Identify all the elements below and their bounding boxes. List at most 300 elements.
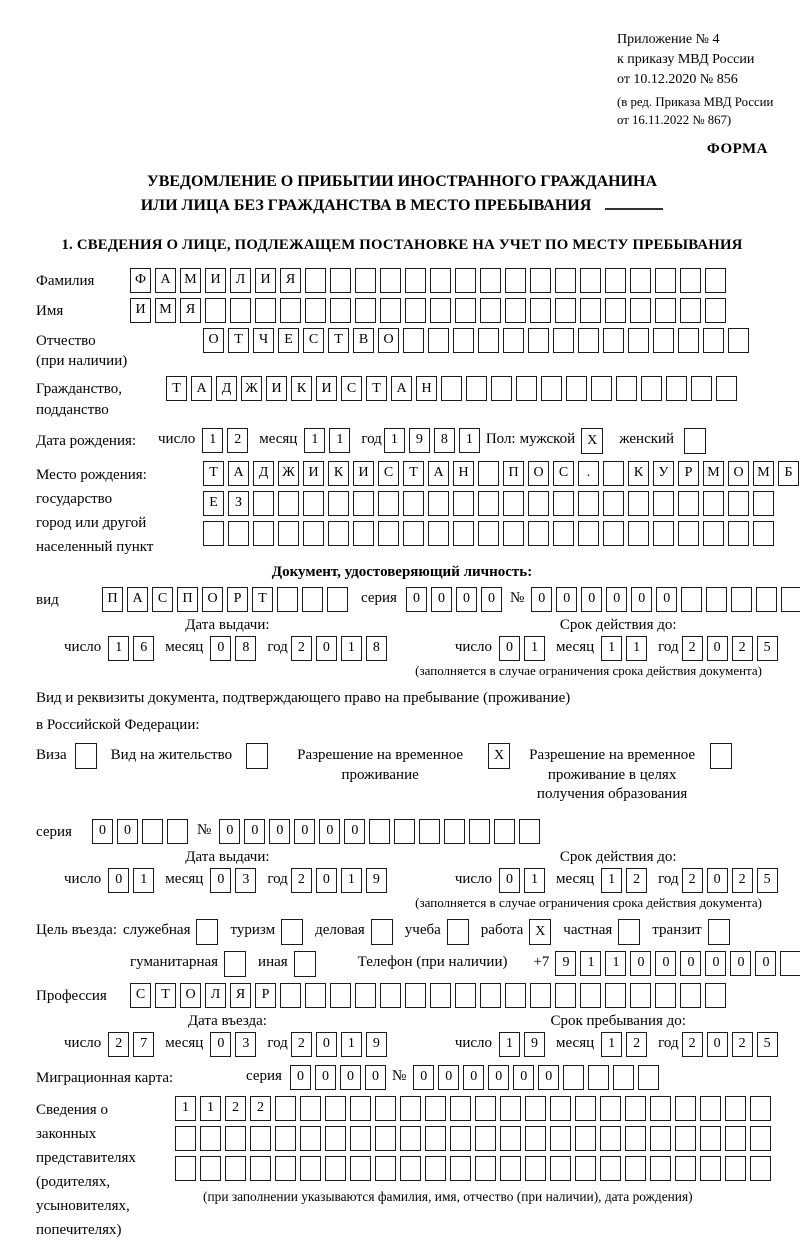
form-cell: 1 (626, 636, 647, 661)
amendment-line: (в ред. Приказа МВД России (617, 94, 774, 109)
form-cell: И (130, 298, 151, 323)
birth-place-line3-cells (203, 521, 778, 546)
patronymic-label-line2: (при наличии) (36, 353, 128, 370)
form-cell: А (391, 376, 412, 401)
profession-cells (130, 983, 730, 1008)
form-cell: 0 (92, 819, 113, 844)
form-cell: А (191, 376, 212, 401)
form-cell: С (378, 461, 399, 486)
form-cell (450, 1126, 471, 1151)
entry-day-cells (108, 1032, 158, 1057)
form-cell: 0 (294, 819, 315, 844)
form-title (36, 170, 768, 216)
form-cell: 2 (291, 1032, 312, 1057)
field-representatives (36, 1096, 768, 1242)
form-cell (500, 1126, 521, 1151)
form-cell (528, 328, 549, 353)
day-label: число (454, 870, 493, 887)
form-cell (550, 1096, 571, 1121)
form-cell (703, 521, 724, 546)
purpose-humanitarian-label: гуманитарная (130, 953, 219, 970)
form-cell: А (127, 587, 148, 612)
form-cell (650, 1096, 671, 1121)
form-cell (441, 376, 462, 401)
form-cell (175, 1126, 196, 1151)
form-cell (328, 491, 349, 516)
form-cell (575, 1156, 596, 1181)
form-cell: 0 (344, 819, 365, 844)
form-cell (603, 461, 624, 486)
purpose-work-checkbox: X (529, 919, 551, 945)
form-cell: 0 (680, 951, 701, 976)
form-cell (444, 819, 465, 844)
sex-female-checkbox (684, 428, 706, 454)
form-cell: 0 (406, 587, 427, 612)
form-cell (300, 1126, 321, 1151)
form-cell (453, 491, 474, 516)
form-cell: 5 (757, 636, 778, 661)
form-cell (530, 298, 551, 323)
form-cell: 0 (705, 951, 726, 976)
form-cell: 0 (755, 951, 776, 976)
doc-expiry-day-cells (499, 636, 549, 661)
form-cell (528, 521, 549, 546)
residence-issue-day-cells (108, 868, 158, 893)
form-cell (253, 521, 274, 546)
form-cell: О (203, 328, 224, 353)
form-cell (530, 983, 551, 1008)
form-cell (616, 376, 637, 401)
form-cell: 1 (202, 428, 223, 453)
form-cell: 0 (656, 587, 677, 612)
option-temporary-residence-education (524, 743, 732, 805)
purpose-official-label: служебная (122, 921, 191, 938)
form-cell: 1 (384, 428, 405, 453)
field-profession (36, 983, 768, 1008)
doc-expiry-month-cells (601, 636, 651, 661)
birth-place-line2-cells (203, 491, 778, 516)
form-cell (503, 491, 524, 516)
form-cell: Я (180, 298, 201, 323)
option-temporary-residence-label: Разрешение на временное проживание (297, 747, 464, 783)
day-label: число (64, 1034, 102, 1051)
form-cell: 2 (626, 868, 647, 893)
migration-number-label: № (391, 1067, 407, 1084)
birth-day-cells (202, 428, 252, 453)
day-label: число (454, 1034, 493, 1051)
form-cell: 0 (316, 868, 337, 893)
entry-date-col (64, 1013, 391, 1057)
form-cell (650, 1156, 671, 1181)
form-cell: И (353, 461, 374, 486)
form-cell (400, 1096, 421, 1121)
form-cell: Р (255, 983, 276, 1008)
phone-label: Телефон (при наличии) (357, 953, 508, 970)
purpose-private-checkbox (618, 919, 640, 945)
form-cell (302, 587, 323, 612)
form-cell (280, 983, 301, 1008)
representatives-label-line: усыновителях, (36, 1197, 130, 1214)
residence-expiry-heading: Срок действия до: (559, 848, 677, 865)
form-cell: 0 (707, 636, 728, 661)
residence-issue-heading: Дата выдачи: (185, 848, 270, 865)
residence-issue-month-cells (210, 868, 260, 893)
entry-dates (36, 1012, 771, 1057)
year-label: год (267, 1034, 288, 1051)
form-cell: К (291, 376, 312, 401)
form-cell: 0 (315, 1065, 336, 1090)
birth-month-cells (304, 428, 354, 453)
form-cell: 0 (269, 819, 290, 844)
form-cell (355, 298, 376, 323)
year-label: год (658, 870, 679, 887)
purpose-other-label: иная (258, 953, 288, 970)
form-cell (700, 1156, 721, 1181)
doc-issue-heading: Дата выдачи: (185, 616, 270, 633)
form-cell (750, 1156, 771, 1181)
form-cell: 0 (210, 636, 231, 661)
form-cell (203, 521, 224, 546)
form-cell (469, 819, 490, 844)
form-cell: 1 (499, 1032, 520, 1057)
residence-doc-options (36, 743, 768, 805)
form-cell: 1 (601, 868, 622, 893)
form-cell (605, 268, 626, 293)
representatives-label-line: Сведения о (36, 1101, 108, 1118)
form-cell: Л (205, 983, 226, 1008)
form-cell: Т (228, 328, 249, 353)
form-cell (580, 268, 601, 293)
form-cell (691, 376, 712, 401)
field-patronymic (36, 328, 768, 372)
year-label: год (658, 1034, 679, 1051)
form-cell (369, 819, 390, 844)
doc-expiry-year-cells (682, 636, 782, 661)
residence-expiry-month-cells (601, 868, 651, 893)
option-residence-permit-label: Вид на жительство (110, 747, 233, 764)
form-cell (725, 1096, 746, 1121)
form-cell (505, 298, 526, 323)
form-cell: О (728, 461, 749, 486)
form-cell (325, 1096, 346, 1121)
form-cell (475, 1096, 496, 1121)
form-cell (325, 1156, 346, 1181)
residence-expiry-col (455, 849, 782, 893)
form-cell (303, 521, 324, 546)
form-cell (705, 983, 726, 1008)
form-cell: 0 (730, 951, 751, 976)
form-cell: В (353, 328, 374, 353)
form-cell (728, 328, 749, 353)
form-cell: Т (403, 461, 424, 486)
form-cell (303, 491, 324, 516)
form-cell (305, 298, 326, 323)
purpose-tourism-label: туризм (230, 921, 276, 938)
form-cell (675, 1126, 696, 1151)
form-cell: 0 (365, 1065, 386, 1090)
form-cell: Н (416, 376, 437, 401)
stay-until-col (455, 1013, 782, 1057)
form-cell: 1 (459, 428, 480, 453)
form-cell (330, 983, 351, 1008)
form-cell (553, 521, 574, 546)
form-cell (525, 1096, 546, 1121)
profession-label: Профессия (36, 987, 107, 1004)
form-cell: 9 (409, 428, 430, 453)
form-label: ФОРМА (706, 141, 768, 158)
form-cell (305, 268, 326, 293)
form-cell: 3 (235, 868, 256, 893)
section1-heading: 1. СВЕДЕНИЯ О ЛИЦЕ, ПОДЛЕЖАЩЕМ ПОСТАНОВКЕ НА УЧЕТ ПО МЕСТУ ПРЕБЫВАНИЯ (61, 236, 743, 253)
form-cell: 2 (291, 636, 312, 661)
form-cell: П (503, 461, 524, 486)
doc-number-cells (531, 587, 800, 612)
form-cell (500, 1096, 521, 1121)
form-cell (575, 1096, 596, 1121)
stay-year-cells (682, 1032, 782, 1057)
form-cell (625, 1126, 646, 1151)
form-cell (781, 587, 800, 612)
form-cell: 0 (463, 1065, 484, 1090)
residence-doc-intro2: в Российской Федерации: (36, 717, 200, 734)
form-cell (400, 1126, 421, 1151)
month-label: месяц (556, 638, 595, 655)
residence-number-cells (219, 819, 544, 844)
form-cell: Е (278, 328, 299, 353)
surname-cells (130, 268, 730, 293)
form-cell (630, 298, 651, 323)
form-cell: И (255, 268, 276, 293)
form-cell: 2 (291, 868, 312, 893)
option-temporary-residence-checkbox: X (488, 743, 510, 769)
form-cell (403, 491, 424, 516)
purpose-other-checkbox (294, 951, 316, 977)
option-residence-permit (111, 743, 268, 769)
form-cell (478, 491, 499, 516)
field-residence-series (36, 819, 768, 844)
purpose-study-checkbox (447, 919, 469, 945)
form-cell: И (205, 268, 226, 293)
form-cell: 0 (316, 636, 337, 661)
form-cell (375, 1126, 396, 1151)
form-cell (428, 328, 449, 353)
form-cell: 1 (341, 1032, 362, 1057)
form-cell (425, 1156, 446, 1181)
form-title-line2: ИЛИ ЛИЦА БЕЗ ГРАЖДАНСТВА В МЕСТО ПРЕБЫВАНИЯ (36, 194, 768, 217)
form-cell (380, 983, 401, 1008)
form-cell (425, 1126, 446, 1151)
form-cell (728, 521, 749, 546)
representatives-label-line: попечителях) (36, 1221, 122, 1238)
form-cell (355, 983, 376, 1008)
legal-reference-line: к приказу МВД России (617, 51, 755, 67)
form-cell (580, 983, 601, 1008)
form-cell: С (152, 587, 173, 612)
form-cell: 0 (630, 951, 651, 976)
purpose-transit-checkbox (708, 919, 730, 945)
form-cell: 9 (366, 868, 387, 893)
form-cell (405, 268, 426, 293)
form-cell (528, 491, 549, 516)
form-cell (555, 983, 576, 1008)
form-cell (228, 521, 249, 546)
form-cell (453, 328, 474, 353)
migration-card-label: Миграционная карта: (36, 1069, 174, 1086)
form-cell: 0 (210, 1032, 231, 1057)
doc-issue-month-cells (210, 636, 260, 661)
purpose-transit-label: транзит (652, 921, 702, 938)
form-cell (494, 819, 515, 844)
month-label: месяц (165, 1034, 204, 1051)
month-label: месяц (165, 638, 204, 655)
form-cell: 0 (340, 1065, 361, 1090)
form-cell (455, 983, 476, 1008)
form-cell: 9 (366, 1032, 387, 1057)
day-label: число (64, 638, 102, 655)
form-cell (455, 298, 476, 323)
stay-day-cells (499, 1032, 549, 1057)
form-cell: Ч (253, 328, 274, 353)
form-cell (625, 1156, 646, 1181)
field-firstname (36, 298, 768, 323)
form-cell: И (303, 461, 324, 486)
residence-series-cells (92, 819, 192, 844)
form-cell (275, 1096, 296, 1121)
form-cell (731, 587, 752, 612)
form-cell: 0 (413, 1065, 434, 1090)
citizenship-label-line1: Гражданство, (36, 381, 123, 398)
form-cell: Б (778, 461, 799, 486)
month-label: месяц (259, 430, 298, 447)
entry-year-cells (291, 1032, 391, 1057)
form-cell (500, 1156, 521, 1181)
residence-issue-year-cells (291, 868, 391, 893)
option-residence-permit-checkbox (246, 743, 268, 769)
doc-series-label: серия (361, 589, 397, 606)
form-cell (350, 1156, 371, 1181)
form-cell: А (228, 461, 249, 486)
form-cell: Ж (278, 461, 299, 486)
form-cell (350, 1126, 371, 1151)
sex-female-label: женский (619, 430, 675, 447)
form-cell (278, 521, 299, 546)
firstname-label: Имя (36, 302, 64, 319)
form-cell: 8 (235, 636, 256, 661)
form-cell (430, 983, 451, 1008)
form-cell (603, 328, 624, 353)
month-label: месяц (556, 1034, 595, 1051)
residence-doc-dates (36, 848, 771, 893)
form-cell (603, 521, 624, 546)
form-cell (250, 1156, 271, 1181)
form-cell (716, 376, 737, 401)
doc-kind-cells (102, 587, 352, 612)
form-cell (675, 1156, 696, 1181)
month-label: месяц (165, 870, 204, 887)
birth-place-label-line: город или другой (36, 514, 147, 531)
identity-doc-dates (36, 616, 771, 661)
visit-purpose-label: Цель въезда: (36, 921, 117, 938)
purpose-humanitarian-checkbox (224, 951, 246, 977)
form-cell (756, 587, 777, 612)
purpose-work-label: работа (480, 921, 524, 938)
form-cell: 1 (341, 868, 362, 893)
citizenship-label-line2: подданство (36, 401, 109, 418)
form-cell: О (180, 983, 201, 1008)
form-cell (255, 298, 276, 323)
form-cell: Л (230, 268, 251, 293)
form-cell: 0 (481, 587, 502, 612)
sex-male-checkbox: X (581, 428, 603, 454)
form-cell (653, 328, 674, 353)
residence-series-label: серия (36, 823, 72, 840)
form-cell: 2 (682, 1032, 703, 1057)
form-cell: К (628, 461, 649, 486)
form-cell: 1 (133, 868, 154, 893)
form-cell: Т (252, 587, 273, 612)
form-cell (428, 491, 449, 516)
form-cell: 0 (316, 1032, 337, 1057)
form-cell (753, 521, 774, 546)
form-cell: А (428, 461, 449, 486)
purpose-private-label: частная (563, 921, 613, 938)
form-cell: 1 (601, 1032, 622, 1057)
form-cell: С (553, 461, 574, 486)
representatives-line2-cells (175, 1126, 775, 1151)
form-cell (678, 521, 699, 546)
form-cell (728, 491, 749, 516)
form-cell: Т (155, 983, 176, 1008)
form-cell (703, 328, 724, 353)
form-cell: 1 (341, 636, 362, 661)
form-cell (600, 1126, 621, 1151)
form-cell (655, 983, 676, 1008)
form-cell (605, 983, 626, 1008)
field-birth-place (36, 461, 793, 559)
purpose-tourism-checkbox (281, 919, 303, 945)
form-cell (638, 1065, 659, 1090)
form-cell: 2 (108, 1032, 129, 1057)
day-label: число (158, 430, 196, 447)
form-cell (300, 1096, 321, 1121)
form-cell (205, 298, 226, 323)
residence-number-label: № (197, 821, 212, 838)
sex-male-label: мужской (519, 430, 576, 447)
field-visit-purpose-row2 (130, 951, 768, 977)
form-cell: 0 (556, 587, 577, 612)
form-cell (550, 1156, 571, 1181)
form-cell (578, 521, 599, 546)
firstname-cells (130, 298, 730, 323)
form-cell: П (177, 587, 198, 612)
form-cell: 0 (108, 868, 129, 893)
form-cell: 0 (290, 1065, 311, 1090)
day-label: число (64, 870, 102, 887)
form-cell (705, 298, 726, 323)
form-cell (519, 819, 540, 844)
form-cell (375, 1156, 396, 1181)
representatives-label-line: (родителях, (36, 1173, 111, 1190)
form-cell (653, 521, 674, 546)
doc-number-label: № (509, 589, 525, 606)
patronymic-cells (203, 328, 753, 353)
form-cell (225, 1156, 246, 1181)
form-cell (466, 376, 487, 401)
amendment-block (617, 94, 800, 130)
option-visa-checkbox (75, 743, 97, 769)
form-cell (681, 587, 702, 612)
form-cell: К (328, 461, 349, 486)
